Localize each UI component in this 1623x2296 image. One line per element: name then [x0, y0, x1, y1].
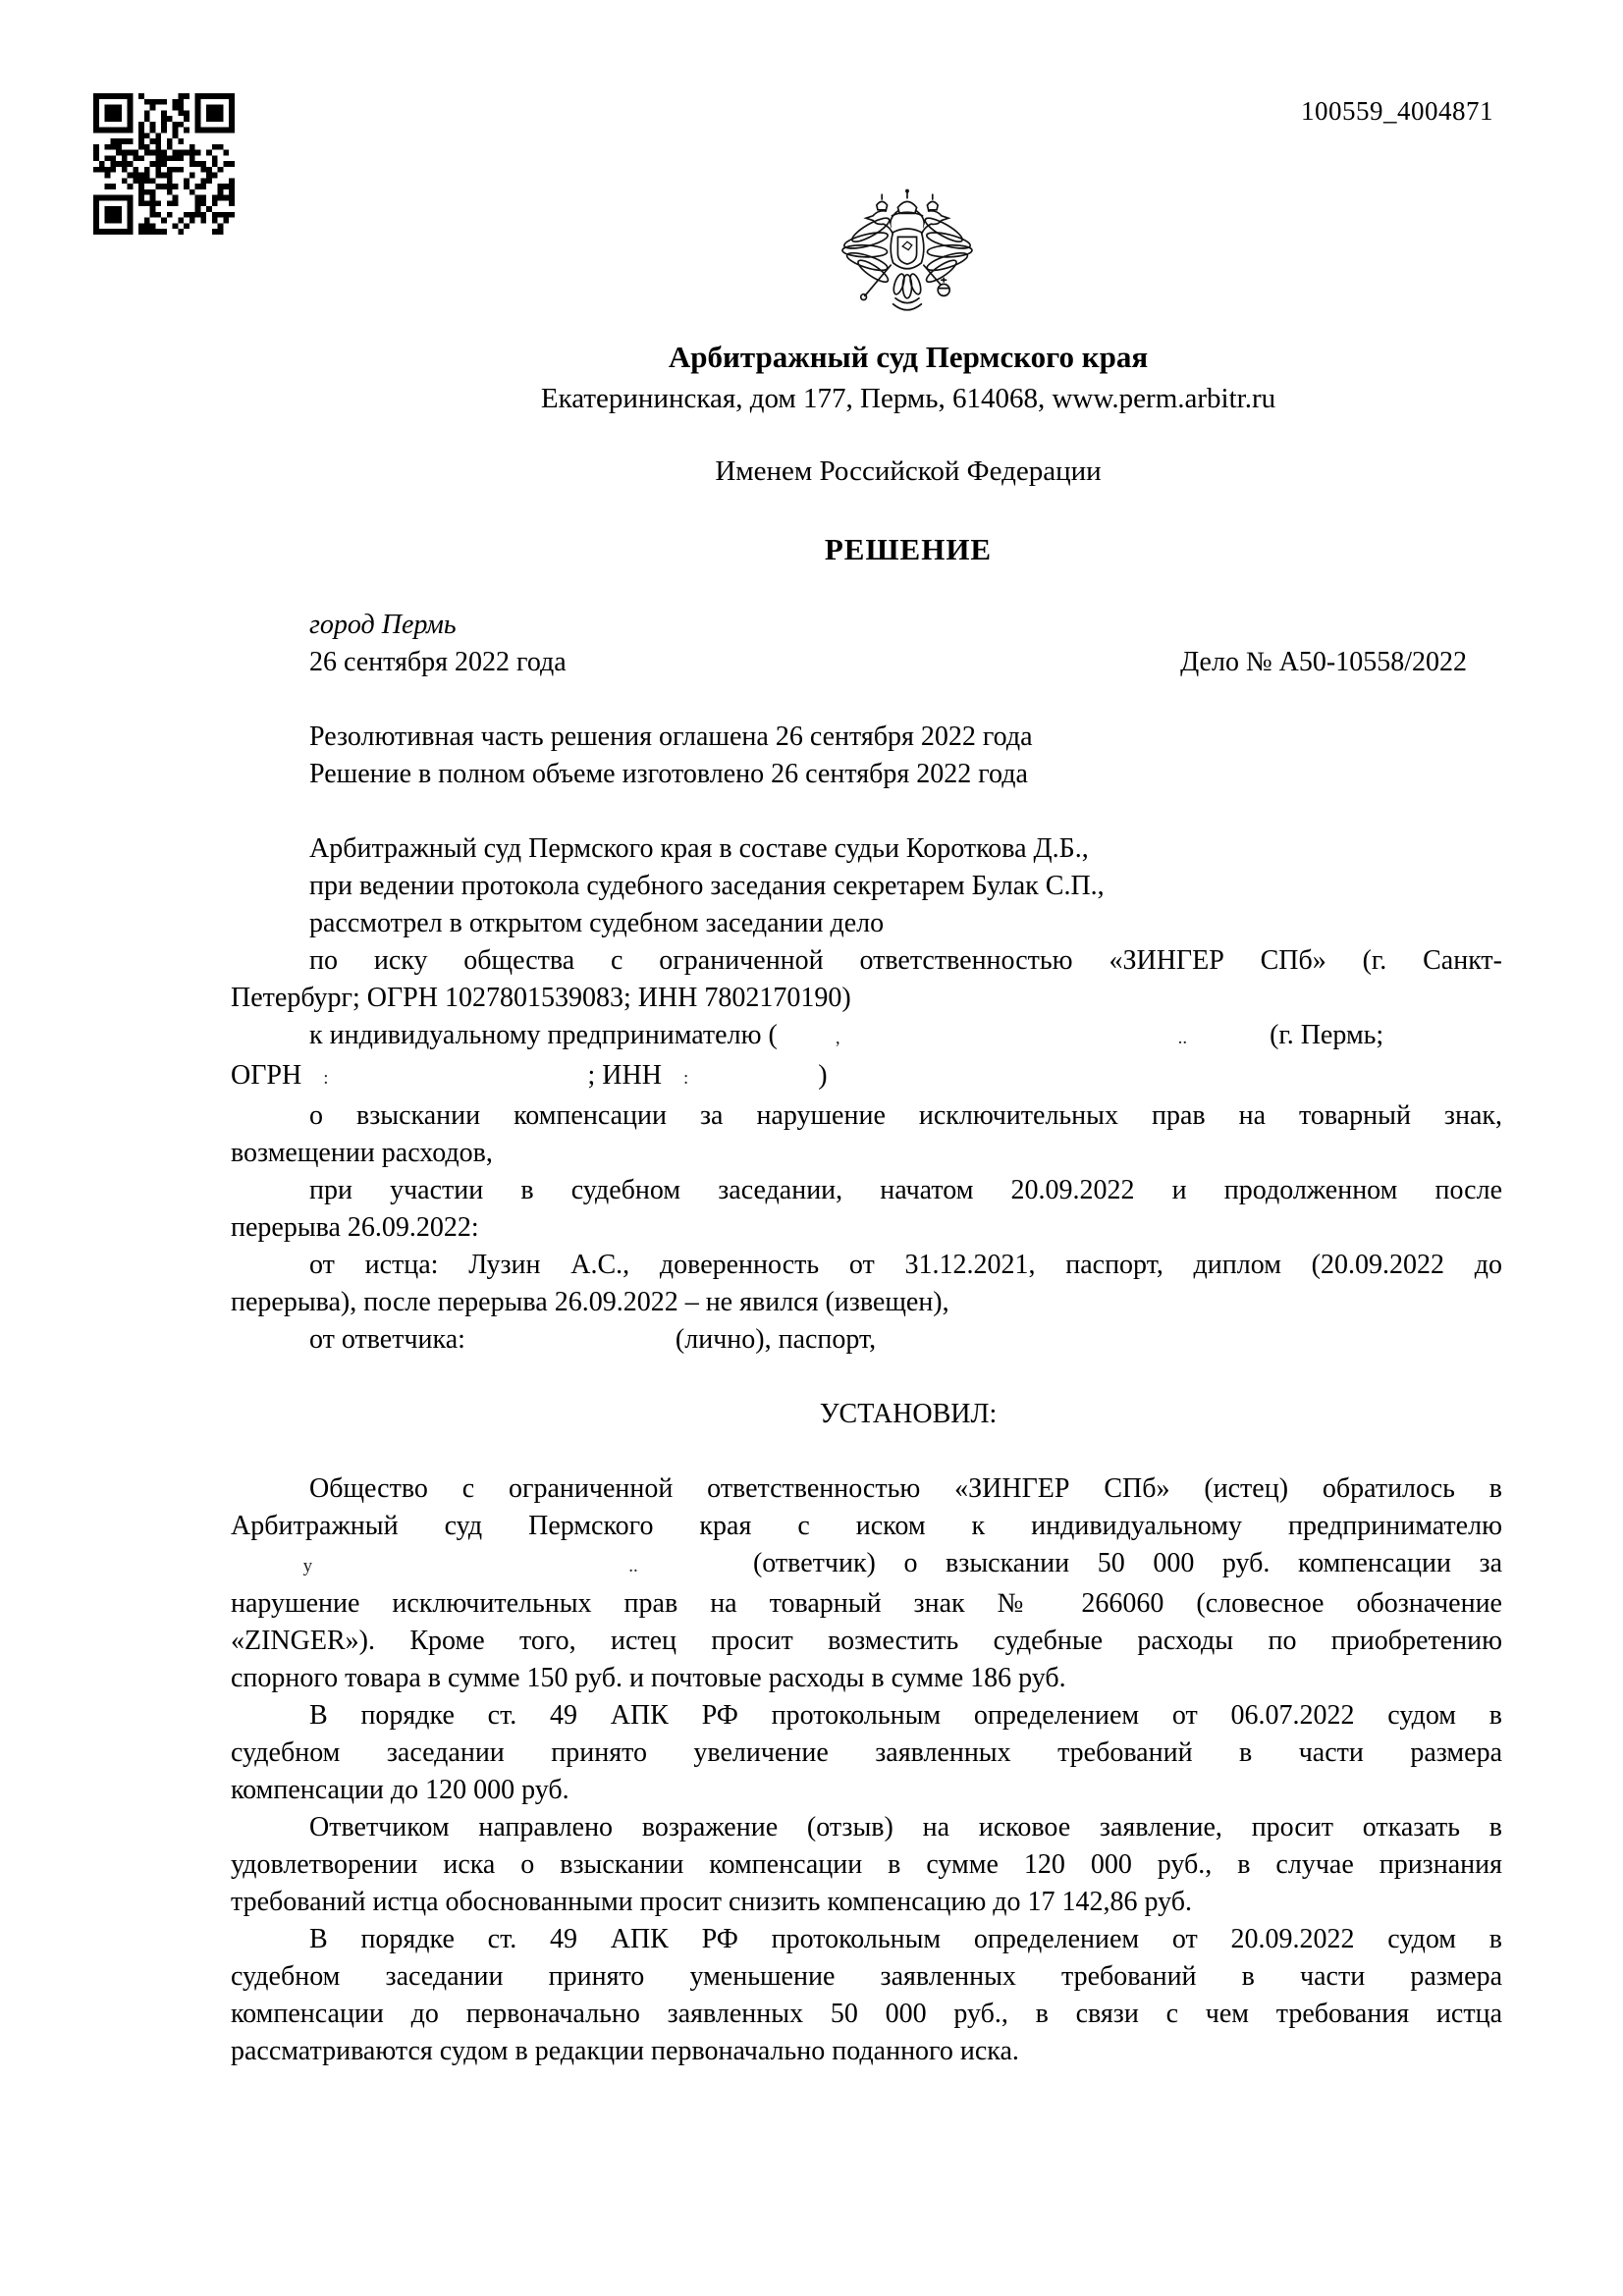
text-line: возмещении расходов, [231, 1138, 493, 1168]
redacted-gap [847, 1041, 1171, 1043]
text-line: у .. (ответчик) о взыскании 50 000 руб. компенсации за [231, 1545, 1502, 1585]
text-line: ОГРН : ; ИНН : ) [231, 1060, 828, 1091]
redaction-remnant: , [835, 1028, 840, 1048]
text-line: Арбитражный суд Пермского края с иском к индивидуальному предпринимателю [231, 1511, 1502, 1541]
text-line: «ZINGER»). Кроме того, истец просит возместить судебные расходы по приобретению [231, 1626, 1502, 1656]
text-line: Резолютивная часть решения оглашена 26 сентября 2022 года [309, 721, 1033, 752]
text-line: перерыва), после перерыва 26.09.2022 – не явился (извещен), [231, 1287, 949, 1317]
redacted-gap [335, 1082, 580, 1084]
text-line: В порядке ст. 49 АПК РФ протокольным определением от 20.09.2022 судом в [309, 1924, 1502, 1954]
date-case-row [231, 644, 1502, 681]
document-number: 100559_4004871 [1301, 96, 1493, 126]
redacted-gap [666, 1570, 725, 1572]
decision-date: 26 сентября 2022 года [309, 647, 567, 677]
redacted-gap [308, 1082, 316, 1084]
text-line: В порядке ст. 49 АПК РФ протокольным определением от 06.07.2022 судом в [309, 1700, 1502, 1731]
redacted-gap [472, 1346, 669, 1348]
text-line: спорного товара в сумме 150 руб. и почтовые расходы в сумме 186 руб. [231, 1663, 1066, 1693]
text-line: удовлетворении иска о взыскании компенсации в сумме 120 000 руб., в случае признания [231, 1849, 1502, 1880]
court-address: Екатерининская, дом 177, Пермь, 614068, www.perm.arbitr.ru [540, 383, 1276, 414]
text-line: при ведении протокола судебного заседания секретарем Булак С.П., [309, 871, 1105, 901]
text-line: перерыва 26.09.2022: [231, 1212, 479, 1243]
redacted-gap [669, 1082, 676, 1084]
text-line: Петербург; ОГРН 1027801539083; ИНН 7802170190) [231, 983, 851, 1013]
russian-coat-of-arms-icon [837, 187, 978, 342]
blank-line [231, 1433, 1502, 1470]
redacted-gap [695, 1082, 811, 1084]
redaction-remnant: .. [628, 1556, 638, 1576]
redacted-gap [1194, 1041, 1263, 1043]
redaction-remnant: : [323, 1068, 329, 1089]
text-line: к индивидуальному предпринимателю ( , .. (г. Пермь; [309, 1020, 1384, 1050]
redaction-remnant: : [682, 1068, 689, 1089]
text-line: Общество с ограниченной ответственностью «ЗИНГЕР СПб» (истец) обратилось в [309, 1473, 1502, 1504]
redacted-gap [784, 1041, 829, 1043]
qr-code [93, 93, 235, 235]
text-line: от ответчика: (лично), паспорт, [309, 1324, 877, 1355]
established-heading: УСТАНОВИЛ: [819, 1399, 998, 1429]
text-line: судебном заседании принято увеличение заявленных требований в части размера [231, 1737, 1502, 1768]
text-line: судебном заседании принято уменьшение заявленных требований в части размера [231, 1961, 1502, 1992]
text-line: при участии в судебном заседании, начатом 20.09.2022 и продолженном после [309, 1175, 1502, 1205]
redaction-remnant: .. [1177, 1028, 1188, 1048]
in-the-name-line: Именем Российской Федерации [715, 455, 1102, 487]
decision-title: РЕШЕНИЕ [824, 532, 993, 566]
text-line: компенсации до первоначально заявленных 50 000 руб., в связи с чем требования истца [231, 1999, 1502, 2029]
blank-line [231, 1359, 1502, 1396]
text-line: от истца: Лузин А.С., доверенность от 31.12.2021, паспорт, диплом (20.09.2022 до [309, 1250, 1502, 1280]
blank-line [231, 793, 1502, 830]
text-line: Решение в полном объеме изготовлено 26 сентября 2022 года [309, 759, 1028, 789]
court-name: Арбитражный суд Пермского края [668, 340, 1149, 374]
city-line: город Пермь [309, 610, 457, 640]
redacted-gap [231, 1570, 275, 1572]
text-line: компенсации до 120 000 руб. [231, 1775, 569, 1805]
blank-line [231, 681, 1502, 719]
text-line: рассмотрел в открытом судебном заседании дело [309, 908, 885, 938]
text-line: рассматриваются судом в редакции первоначально поданного иска. [231, 2036, 1019, 2066]
redacted-gap [341, 1570, 601, 1572]
text-line: требований истца обоснованными просит снизить компенсацию до 17 142,86 руб. [231, 1887, 1193, 1917]
text-line: нарушение исключительных прав на товарный знак № 266060 (словесное обозначение [231, 1588, 1502, 1619]
document-body [231, 607, 1502, 2070]
qr-code-icon [93, 93, 235, 235]
case-number: Дело № А50-10558/2022 [1180, 647, 1467, 677]
text-line: по иску общества с ограниченной ответственностью «ЗИНГЕР СПб» (г. Санкт- [309, 945, 1502, 976]
text-line: Арбитражный суд Пермского края в составе судьи Короткова Д.Б., [309, 833, 1089, 864]
redaction-remnant: у [302, 1556, 313, 1576]
text-line: Ответчиком направлено возражение (отзыв) на исковое заявление, просит отказать в [309, 1812, 1502, 1842]
text-line: о взыскании компенсации за нарушение исключительных прав на товарный знак, [309, 1100, 1502, 1131]
